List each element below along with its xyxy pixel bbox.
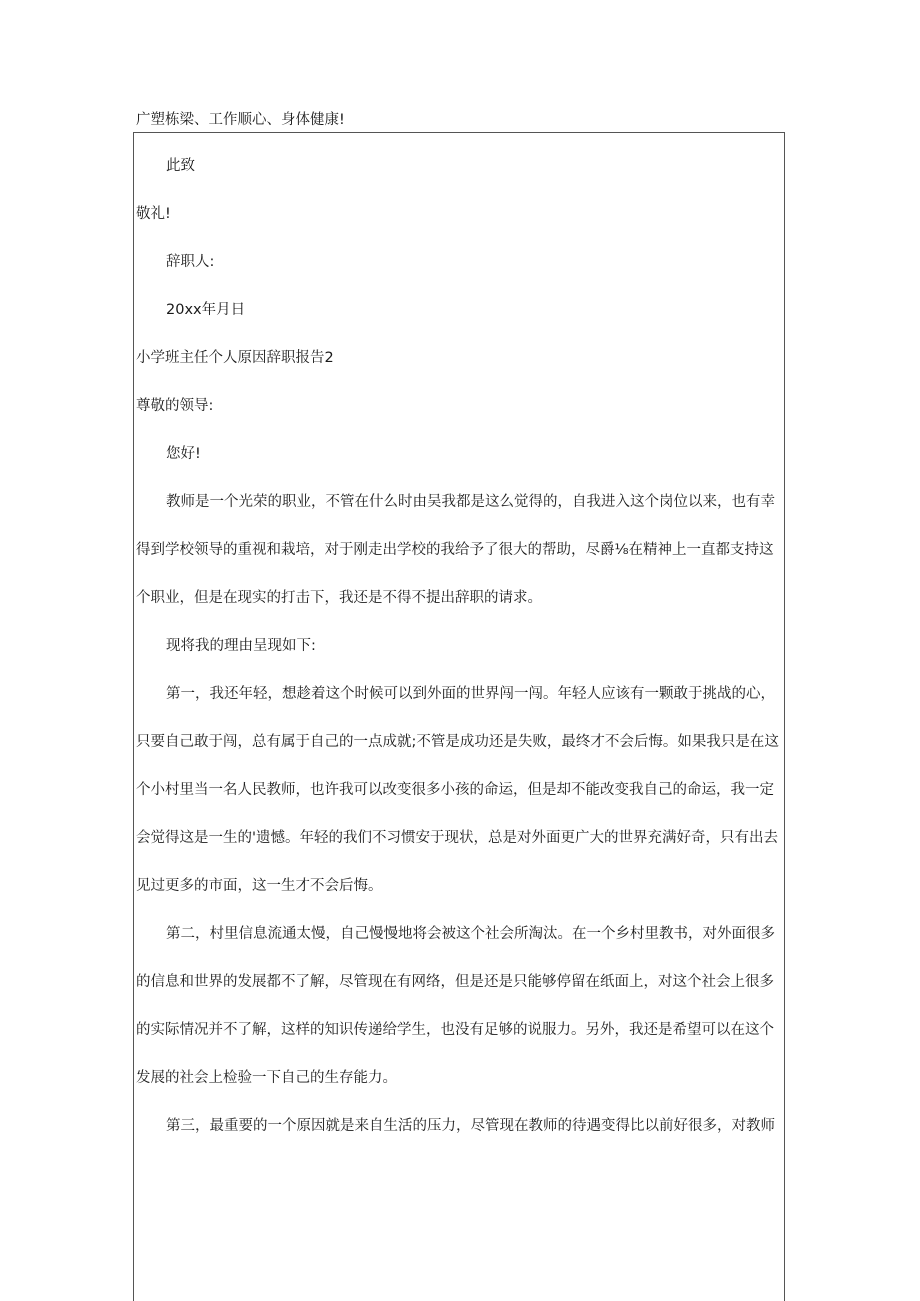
salute: 敬礼! bbox=[136, 206, 171, 222]
date: 20xx年月日 bbox=[166, 302, 246, 318]
paragraph-1-line: 教师是一个光荣的职业，不管在什么时由吴我都是这么觉得的，自我进入这个岗位以来，也有幸 bbox=[166, 494, 775, 510]
greeting: 您好! bbox=[166, 446, 201, 462]
paragraph-3-line: 第一，我还年轻，想趁着这个时候可以到外面的世界闯一闯。年轻人应该有一颗敢于挑战的心， bbox=[166, 686, 775, 702]
paragraph-4-line: 的实际情况并不了解，这样的知识传递给学生，也没有足够的说服力。另外，我还是希望可以在这个 bbox=[136, 1022, 774, 1038]
top-line: 广塑栋梁、工作顺心、身体健康! bbox=[136, 112, 345, 128]
paragraph-5-line: 第三，最重要的一个原因就是来自生活的压力，尽管现在教师的待遇变得比以前好很多，对教师 bbox=[166, 1118, 775, 1134]
paragraph-2: 现将我的理由呈现如下: bbox=[166, 638, 316, 654]
signer-label: 辞职人: bbox=[166, 254, 215, 270]
paragraph-4-line: 第二，村里信息流通太慢，自己慢慢地将会被这个社会所淘汰。在一个乡村里教书，对外面很多 bbox=[166, 926, 775, 942]
paragraph-3-line: 个小村里当一名人民教师，也许我可以改变很多小孩的命运，但是却不能改变我自己的命运，我一定 bbox=[136, 782, 774, 798]
paragraph-3-line: 见过更多的市面，这一生才不会后悔。 bbox=[136, 878, 383, 894]
greeting-to: 尊敬的领导: bbox=[136, 398, 214, 414]
paragraph-3-line: 只要自己敢于闯，总有属于自己的一点成就;不管是成功还是失败，最终才不会后悔。如果我只是在这 bbox=[136, 734, 779, 750]
paragraph-4-line: 的信息和世界的发展都不了解，尽管现在有网络，但是还是只能够停留在纸面上，对这个社会上很多 bbox=[136, 974, 774, 990]
paragraph-1-line: 个职业，但是在现实的打击下，我还是不得不提出辞职的请求。 bbox=[136, 590, 542, 606]
paragraph-3-line: 会觉得这是一生的'遗憾。年轻的我们不习惯安于现状，总是对外面更广大的世界充满好奇，只有出去 bbox=[136, 830, 778, 846]
paragraph-1-line: 得到学校领导的重视和栽培，对于刚走出学校的我给予了很大的帮助，尽爵⅛在精神上一直都支持这 bbox=[136, 542, 774, 558]
closing: 此致 bbox=[166, 158, 195, 174]
paragraph-4-line: 发展的社会上检验一下自己的生存能力。 bbox=[136, 1070, 397, 1086]
document-title: 小学班主任个人原因辞职报告2 bbox=[136, 350, 334, 366]
